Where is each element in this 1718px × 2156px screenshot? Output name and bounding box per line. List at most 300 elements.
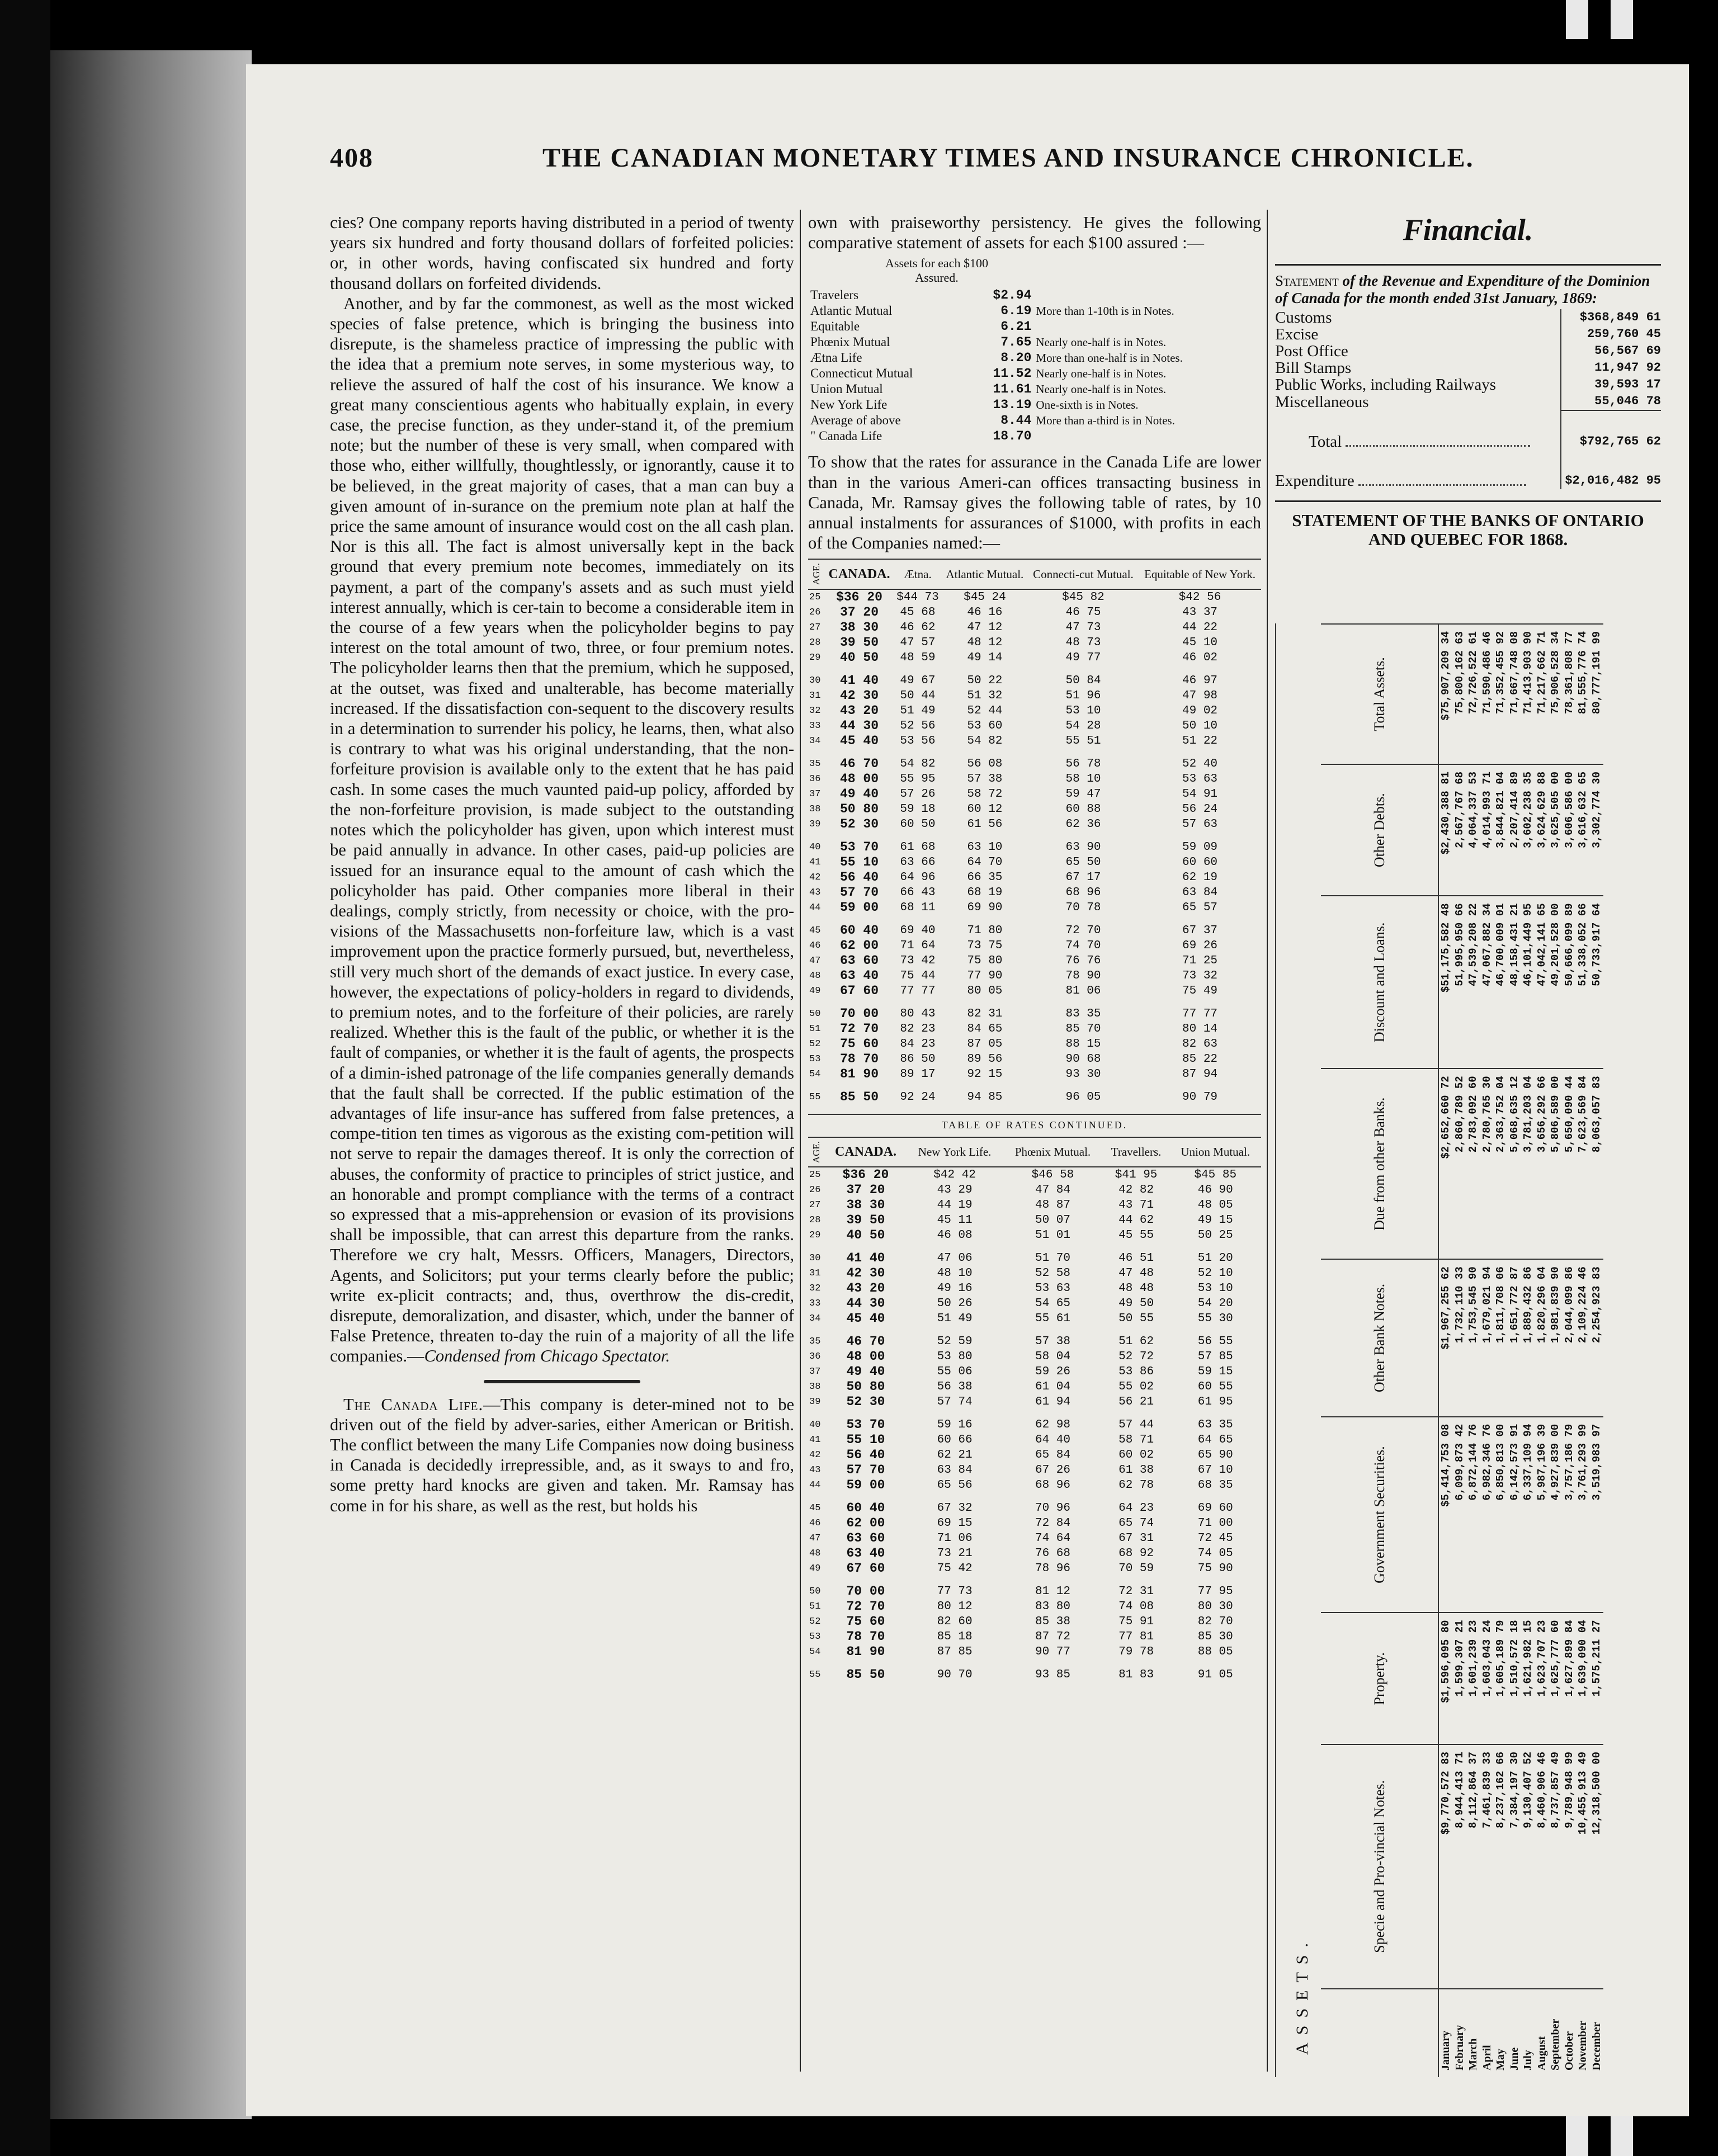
rates-cell: 80 12 (937, 1600, 973, 1613)
rates-age-cell: 25 (809, 592, 821, 603)
article-paragraph: cies? One company reports having distributed in a period of twenty years six hundred and forty thousand dollars of forfeited policies: or, in other words, having confiscated six hundred and forty thousand dollars on forfeited dividends. (330, 213, 794, 293)
rates-age-cell: 44 (809, 902, 821, 913)
rates-cell: 51 32 (967, 689, 1003, 702)
rates-row (808, 938, 1261, 953)
banks-value-cell: 2,044,099 86 (1563, 1259, 1577, 1416)
rates-row (808, 1531, 1261, 1546)
revenue-row (1275, 309, 1661, 326)
rates-row (808, 984, 1261, 999)
banks-value-cell: 1,625,777 60 (1549, 1613, 1563, 1744)
banks-row (1438, 624, 1453, 2077)
rates-cell: 53 80 (937, 1350, 973, 1363)
rates-cell: 38 30 (846, 1197, 885, 1212)
rates-cell: 58 04 (1035, 1350, 1070, 1363)
rates-cell: 49 77 (1065, 651, 1101, 664)
banks-value-cell: 2,363,752 04 (1494, 1068, 1508, 1259)
banks-value-cell: 9,789,948 99 (1563, 1744, 1577, 1989)
rates-age-cell: 29 (809, 652, 821, 663)
rates-age-cell: 48 (809, 970, 821, 981)
rates-cell: 63 10 (967, 840, 1003, 854)
article-source: Condensed from Chicago Spectator. (424, 1346, 670, 1366)
rates-cell: 89 56 (967, 1052, 1003, 1066)
rates-cell: 83 35 (1065, 1007, 1101, 1020)
assets-row (808, 350, 1261, 366)
rates-cell: 59 15 (1197, 1365, 1233, 1378)
rates-cell: 46 08 (937, 1228, 973, 1242)
rates-cell: 82 60 (937, 1615, 973, 1628)
rates-column-header: Equitable of New York. (1139, 559, 1261, 589)
banks-value-cell: 2,567,767 68 (1453, 764, 1467, 896)
banks-month-cell: July (1521, 1989, 1535, 2077)
rates-cell: 75 42 (937, 1562, 973, 1575)
rates-age-cell: 39 (809, 1396, 821, 1407)
assets-value: 11.52 (993, 366, 1032, 381)
rates-cell: 53 63 (1035, 1282, 1070, 1295)
rates-cell: 54 65 (1035, 1297, 1070, 1310)
rates-cell: 60 02 (1118, 1448, 1154, 1462)
rates-cell: 54 82 (900, 757, 936, 770)
banks-row (1453, 624, 1467, 2077)
rates-cell: 48 12 (967, 636, 1003, 649)
banks-value-cell: 8,112,864 37 (1466, 1744, 1480, 1989)
rates-cell: 85 18 (937, 1630, 973, 1643)
rates-cell: 63 60 (846, 1530, 885, 1545)
rates-cell: 80 05 (967, 984, 1003, 997)
rates-cell: 49 14 (967, 651, 1003, 664)
rates-age-cell: 32 (809, 1283, 821, 1294)
banks-value-cell: 46,700,009 01 (1494, 896, 1508, 1068)
assets-table (808, 287, 1261, 444)
rates-cell: 50 22 (967, 674, 1003, 687)
rates-cell: 65 84 (1035, 1448, 1070, 1462)
rates-cell: 69 90 (967, 901, 1003, 914)
rates-column-header: CANADA. (825, 559, 894, 589)
rates-row (808, 802, 1261, 817)
revenue-label: Customs (1275, 309, 1332, 327)
rates-cell: 60 88 (1065, 802, 1101, 816)
banks-column-header: Property. (1321, 1613, 1438, 1744)
rates-row (808, 1432, 1261, 1448)
rates-cell: 49 02 (1182, 704, 1218, 717)
rates-age-cell: 47 (809, 955, 821, 966)
rates-cell: 57 85 (1197, 1350, 1233, 1363)
rates-cell: 73 42 (900, 954, 936, 967)
rates-cell: 49 15 (1197, 1213, 1233, 1227)
rates-age-cell: 31 (809, 690, 821, 701)
rates-row (808, 1478, 1261, 1493)
rates-cell: 44 19 (937, 1198, 973, 1212)
rates-cell: 92 24 (900, 1090, 936, 1104)
rates-cell: 72 84 (1035, 1516, 1070, 1530)
rates-cell: 46 97 (1182, 674, 1218, 687)
assets-note: One-sixth is in Notes. (1036, 398, 1139, 412)
book-page-edges (50, 50, 252, 2119)
rates-cell: 67 32 (937, 1501, 973, 1515)
rates-age-cell: 36 (809, 1351, 821, 1362)
rates-cell: 73 32 (1182, 969, 1218, 982)
rates-column-header: Travellers. (1103, 1137, 1170, 1167)
rates-cell: 68 35 (1197, 1478, 1233, 1492)
rates-cell: 44 62 (1118, 1213, 1154, 1227)
rates-cell: 38 30 (839, 620, 879, 635)
rates-cell: 45 40 (846, 1311, 885, 1326)
rates-age-cell: 50 (809, 1586, 821, 1597)
rates-cell: 56 38 (937, 1380, 973, 1393)
rates-row (808, 1379, 1261, 1394)
rates-cell: $44 73 (896, 590, 939, 604)
rates-cell: 68 96 (1035, 1478, 1070, 1492)
rates-cell: 51 01 (1035, 1228, 1070, 1242)
rates-cell: 52 58 (1035, 1266, 1070, 1280)
assets-value: 18.70 (993, 429, 1032, 444)
rates-cell: 49 67 (900, 674, 936, 687)
rates-cell: 81 06 (1065, 984, 1101, 997)
rates-cell: 50 07 (1035, 1213, 1070, 1227)
rates-cell: 86 50 (900, 1052, 936, 1066)
rates-cell: 59 16 (937, 1418, 973, 1431)
banks-value-cell: 71,352,455 92 (1494, 624, 1508, 764)
rates-cell: 40 50 (846, 1227, 885, 1242)
assets-row (808, 397, 1261, 413)
banks-value-cell: 8,460,906 46 (1535, 1744, 1549, 1989)
rates-cell: 62 00 (846, 1515, 885, 1530)
rates-cell: 70 96 (1035, 1501, 1070, 1515)
rates-row (808, 1167, 1261, 1183)
rates-cell: 89 17 (900, 1067, 936, 1081)
section-divider (484, 1380, 640, 1383)
rates-cell: $36 20 (842, 1167, 889, 1182)
assets-row (808, 428, 1261, 444)
rates-age-cell: 55 (809, 1669, 821, 1680)
rates-age-cell: 42 (809, 872, 821, 883)
rates-cell: 57 38 (1035, 1335, 1070, 1348)
rates-cell: 46 51 (1118, 1251, 1154, 1265)
rates-cell: 53 10 (1197, 1282, 1233, 1295)
rates-cell: 72 70 (1065, 924, 1101, 937)
rates-cell: 46 90 (1197, 1183, 1233, 1197)
rates-cell: 60 55 (1197, 1380, 1233, 1393)
rates-cell: 59 26 (1035, 1365, 1070, 1378)
rates-cell: 43 20 (839, 703, 879, 718)
rates-row (808, 1311, 1261, 1326)
rates-row (808, 1364, 1261, 1379)
assets-company: Phœnix Mutual (810, 335, 890, 349)
banks-value-cell: 6,982,346 76 (1480, 1417, 1494, 1613)
page-number: 408 (330, 143, 374, 173)
rates-cell: 60 40 (846, 1500, 885, 1515)
rates-age-cell: 34 (809, 1313, 821, 1324)
rates-cell: 52 40 (1182, 757, 1218, 770)
rates-cell: 69 40 (900, 924, 936, 937)
banks-value-cell: 8,237,162 66 (1494, 1744, 1508, 1989)
rates-cell: 60 60 (1182, 855, 1218, 869)
revenue-amount: 56,567 69 (1561, 343, 1661, 360)
rates-cell: 85 38 (1035, 1615, 1070, 1628)
assets-value: 13.19 (993, 398, 1032, 413)
banks-value-cell: 47,042,141 65 (1535, 896, 1549, 1068)
rates-cell: 46 16 (967, 606, 1003, 619)
rates-cell: 45 11 (937, 1213, 973, 1227)
rates-cell: 65 50 (1065, 855, 1101, 869)
rates-cell: $42 42 (933, 1168, 976, 1181)
rates-cell: 69 15 (937, 1516, 973, 1530)
rates-cell: 43 29 (937, 1183, 973, 1197)
assets-row (808, 366, 1261, 381)
rates-cell: 37 20 (839, 604, 879, 620)
rates-age-cell: 41 (809, 1434, 821, 1445)
rates-age-cell: 54 (809, 1068, 821, 1080)
expenditure-label: Expenditure (1275, 472, 1354, 490)
rates-cell: 70 00 (839, 1006, 879, 1021)
rates-row (808, 1198, 1261, 1213)
rates-cell: 64 23 (1118, 1501, 1154, 1515)
rates-cell: 47 48 (1118, 1266, 1154, 1280)
rates-age-cell: 47 (809, 1533, 821, 1544)
rates-cell: 52 30 (846, 1394, 885, 1409)
rates-cell: 50 80 (839, 801, 879, 816)
rates-cell: 47 84 (1035, 1183, 1070, 1197)
banks-value-cell: $1,967,255 62 (1438, 1259, 1453, 1416)
banks-value-cell: $2,652,660 72 (1438, 1068, 1453, 1259)
rates-cell: 47 12 (967, 621, 1003, 634)
rates-cell: 40 50 (839, 650, 879, 665)
rates-row (808, 1561, 1261, 1576)
banks-value-cell: 4,014,993 71 (1480, 764, 1494, 896)
banks-column-header: Specie and Pro-vincial Notes. (1321, 1744, 1438, 1989)
rates-cell: 63 40 (839, 968, 879, 983)
rates-cell: 71 64 (900, 939, 936, 952)
rates-row (808, 1410, 1261, 1432)
assets-note (1033, 428, 1261, 444)
rates-column-header: AGE. (808, 559, 825, 589)
rates-cell: 60 50 (900, 817, 936, 831)
rates-cell: 64 40 (1035, 1433, 1070, 1446)
banks-value-cell: 1,651,772 87 (1508, 1259, 1522, 1416)
rates-column-header: Phœnix Mutual. (1003, 1137, 1102, 1167)
banks-column-header: Other Debts. (1321, 764, 1438, 896)
rates-row (808, 1463, 1261, 1478)
rates-cell: 48 73 (1065, 636, 1101, 649)
assets-note (1033, 287, 1261, 303)
rates-row (808, 1349, 1261, 1364)
rates-cell: 53 60 (967, 719, 1003, 732)
rates-cell: 67 31 (1118, 1531, 1154, 1545)
rates-age-cell: 55 (809, 1091, 821, 1103)
rates-cell: 62 98 (1035, 1418, 1070, 1431)
revenue-statement-heading (1275, 272, 1661, 307)
rates-cell: 64 65 (1197, 1433, 1233, 1446)
rates-cell: 85 50 (839, 1089, 879, 1104)
total-amount: $792,765 62 (1561, 410, 1661, 450)
rates-cell: 87 85 (937, 1645, 973, 1658)
rates-cell: 47 73 (1065, 621, 1101, 634)
banks-value-cell: 5,068,635 12 (1508, 1068, 1522, 1259)
rates-cell: 88 15 (1065, 1037, 1101, 1051)
rates-cell: 94 85 (967, 1090, 1003, 1104)
rates-cell: 51 70 (1035, 1251, 1070, 1265)
rates-cell: 61 68 (900, 840, 936, 854)
rates-cell: 85 70 (1065, 1022, 1101, 1036)
revenue-label: Miscellaneous (1275, 393, 1369, 411)
banks-value-cell: 3,624,629 88 (1535, 764, 1549, 896)
article-lead: The Canada Life. (343, 1394, 484, 1414)
banks-value-cell: 4,064,337 53 (1466, 764, 1480, 896)
rates-age-cell: 31 (809, 1268, 821, 1279)
revenue-row (1275, 343, 1661, 360)
rates-cell: 62 78 (1118, 1478, 1154, 1492)
rates-cell: 76 76 (1065, 954, 1101, 967)
rates-cell: 87 05 (967, 1037, 1003, 1051)
rates-age-cell: 44 (809, 1479, 821, 1491)
assets-row (808, 381, 1261, 397)
banks-value-cell: 6,142,573 91 (1508, 1417, 1522, 1613)
rates-cell: 59 09 (1182, 840, 1218, 854)
rates-cell: 85 50 (846, 1667, 885, 1682)
banks-value-cell: 1,575,211 27 (1590, 1613, 1604, 1744)
banks-month-cell: October (1563, 1989, 1577, 2077)
rates-row (808, 1614, 1261, 1629)
rates-cell: 68 19 (967, 886, 1003, 899)
rates-row (808, 1546, 1261, 1561)
rates-cell: $46 58 (1031, 1168, 1074, 1181)
banks-value-cell: $5,414,753 08 (1438, 1417, 1453, 1613)
revenue-label: Excise (1275, 325, 1319, 343)
banks-value-cell: 10,455,913 49 (1576, 1744, 1590, 1989)
rates-row (808, 870, 1261, 885)
rates-age-cell: 53 (809, 1631, 821, 1642)
banks-value-cell: 6,872,144 76 (1466, 1417, 1480, 1613)
rates-cell: 56 08 (967, 757, 1003, 770)
banks-row (1466, 624, 1480, 2077)
statement-lead: Statement (1275, 272, 1339, 289)
revenue-label: Post Office (1275, 342, 1348, 360)
rates-row (808, 605, 1261, 620)
rates-cell: 81 12 (1035, 1585, 1070, 1598)
banks-value-cell: 7,623,569 84 (1576, 1068, 1590, 1259)
rates-cell: 67 60 (846, 1561, 885, 1576)
rates-cell: 55 95 (900, 772, 936, 786)
rates-cell: 51 49 (937, 1312, 973, 1325)
rates-cell: 78 70 (846, 1629, 885, 1644)
banks-value-cell: 5,806,589 00 (1549, 1068, 1563, 1259)
banks-value-cell: 3,519,983 97 (1590, 1417, 1604, 1613)
banks-value-cell: 1,605,189 79 (1494, 1613, 1508, 1744)
rates-cell: 61 95 (1197, 1395, 1233, 1408)
banks-value-cell: 50,733,917 64 (1590, 896, 1604, 1068)
article-text: Another, and by far the commonest, as well as the most wicked species of false pretence, which is bringing the business into disrepute, is the shameless practice of impressing the public with the idea that a premium note serves, in some mysterious way, to relieve the assured of half the cost of his insurance. We know a great many conscientious agents who habitually explain, in every case, the precise function, as they under-stand it, of the premium note; but the number of these is very small, when compared with those who, either willfully, thoughtlessly, or ignorantly, cause it to be believed, in the great majority of cases, that a man can buy a given amount of in-surance on the premium note plan at half the price the same amount of insurance would cost on the all cash plan. Nor is this all. The fact is almost universally kept in the back ground that every premium note becomes, immediately on its payment, a part of the company's assets and as such must yield interest annually, which is cer-tain to become a considerable item in the course of a few years when the policyholder begins to pay interest on the total amount of two, three, or four premium notes. The policyholder learns then that the premium, which he supposed, at the outset, was fixed and unalterable, has become materially increased. If the dissatisfaction con-sequent to the discovery results in a determination to surrender his policy, he learns, then, what also is contrary to what was his original understanding, that the non-forfeiture provision is available only to the extent that he has paid cash. In some cases the much vaunted paid-up policy, afforded by the non-forfeiture provision, is made subject to the outstanding notes which the policyholder has given, upon which interest must be paid annually in advance. In other cases, paid-up policies are issued for an insurance equal to the amount of cash which the policyholder has paid. Other companies more liberal in their dealings, comply strictly, from necessity or choice, with the pro-visions of the Massachusetts non-forfeiture law, which is a vast improvement upon the practice formerly pursued, but, nevertheless, still very much short of the demands of exact justice. In every case, however, the expectations of policy-holders in regard to dividends, to premium notes, and to the forfeiture of their policies, are rarely realized. Whether this is the fault of the public, or whether it is the fault of companies, or whether it is the fault of agents, the prospects of a dimin-ished patronage of the life companies generally demands that the fault shall be corrected. If the public estimation of the advantages of life insur-ance has suffered from false pretences, a compe-tition ten times as vigorous as the existing com-petition will not serve to repair the damages thereof. It is only the correction of abuses, the conformity of practice to principles of strict justice, and an honorable and prompt compliance with the terms of a contract so expressed that a mis-apprehension or evasion of its provisions shall be impossible, that can arrest this departure from the ranks. Therefore we cry halt, Messrs. Officers, Managers, Directors, Agents, and Solicitors; put your terms clearly before the public; write ex-plicit contracts; and, thus, overthrow the dis-credit, disrepute, demoralization, and disaster, which, under the banner of False Pretence, threaten to-day the ruin of a majority of all the life companies.— (330, 294, 794, 1366)
rates-cell: 52 72 (1118, 1350, 1154, 1363)
rates-cell: 74 05 (1197, 1547, 1233, 1560)
rates-cell: 56 78 (1065, 757, 1101, 770)
rates-cell: 60 66 (937, 1433, 973, 1446)
rates-cell: 70 59 (1118, 1562, 1154, 1575)
rates-age-cell: 30 (809, 1252, 821, 1264)
rates-age-cell: 45 (809, 1502, 821, 1514)
rates-row (808, 1037, 1261, 1052)
rates-age-cell: 30 (809, 675, 821, 686)
page-title: THE CANADIAN MONETARY TIMES AND INSURANCE CHRONICLE. (542, 143, 1474, 173)
rates-age-cell: 42 (809, 1449, 821, 1460)
rates-row (808, 915, 1261, 938)
assets-note: Nearly one-half is in Notes. (1036, 335, 1167, 349)
rates-row (808, 1516, 1261, 1531)
assets-row (808, 413, 1261, 428)
rates-cell: 79 78 (1118, 1645, 1154, 1658)
rates-cell: 90 68 (1065, 1052, 1101, 1066)
rates-cell: 51 96 (1065, 689, 1101, 702)
rates-cell: 48 87 (1035, 1198, 1070, 1212)
rates-age-cell: 43 (809, 887, 821, 898)
banks-value-cell: 49,201,528 00 (1549, 896, 1563, 1068)
rates-cell: 62 19 (1182, 871, 1218, 884)
rates-cell: 65 74 (1118, 1516, 1154, 1530)
rates-row (808, 1644, 1261, 1659)
rates-cell: 66 43 (900, 886, 936, 899)
rates-cell: 61 94 (1035, 1395, 1070, 1408)
rates-row (808, 900, 1261, 915)
rates-cell: 48 10 (937, 1266, 973, 1280)
rates-cell: 50 55 (1118, 1312, 1154, 1325)
rates-age-cell: 25 (809, 1169, 821, 1180)
assets-note: More than 1-10th is in Notes. (1036, 304, 1174, 318)
rates-cell: 43 37 (1182, 606, 1218, 619)
rates-cell: 80 43 (900, 1007, 936, 1020)
banks-month-cell: August (1535, 1989, 1549, 2077)
rates-age-cell: 49 (809, 1563, 821, 1574)
rates-cell: 55 30 (1197, 1312, 1233, 1325)
rates-cell: 52 10 (1197, 1266, 1233, 1280)
banks-value-cell: $51,175,582 48 (1438, 896, 1453, 1068)
rates-cell: 81 90 (839, 1066, 879, 1081)
banks-value-cell: 2,109,224 46 (1576, 1259, 1590, 1416)
rates-cell: 59 18 (900, 802, 936, 816)
rates-cell: 65 90 (1197, 1448, 1233, 1462)
assets-row (808, 319, 1261, 334)
banks-month-cell: April (1480, 1989, 1494, 2077)
banks-row (1549, 624, 1563, 2077)
banks-value-cell: 46,101,449 95 (1521, 896, 1535, 1068)
rates-cell: 72 70 (839, 1021, 879, 1036)
rates-row (808, 832, 1261, 855)
rates-cell: $45 24 (964, 590, 1006, 604)
rates-cell: $45 82 (1062, 590, 1105, 604)
rates-cell: 41 40 (846, 1250, 885, 1265)
banks-value-cell: 1,639,090 04 (1576, 1613, 1590, 1744)
banks-value-cell: 3,781,203 04 (1521, 1068, 1535, 1259)
rates-age-cell: 51 (809, 1601, 821, 1612)
rates-cell: 87 72 (1035, 1630, 1070, 1643)
rates-cell: 71 80 (967, 924, 1003, 937)
rates-row (808, 650, 1261, 665)
rates-table (808, 559, 1261, 1104)
banks-value-cell: 3,616,632 65 (1576, 764, 1590, 896)
banks-value-cell: 50,666,099 89 (1563, 896, 1577, 1068)
rates-cell: 81 83 (1118, 1668, 1154, 1681)
rates-cell: 68 11 (900, 901, 936, 914)
financial-column (1275, 212, 1661, 549)
rates-age-cell: 29 (809, 1230, 821, 1241)
banks-value-cell: 71,413,903 90 (1521, 624, 1535, 764)
rates-row (808, 589, 1261, 605)
rates-cell: 88 05 (1197, 1645, 1233, 1658)
rates-cell: $45 85 (1194, 1168, 1237, 1181)
rates-cell: 42 30 (846, 1265, 885, 1280)
rates-row (808, 1629, 1261, 1644)
assets-company: Union Mutual (810, 382, 883, 396)
rates-cell: 75 60 (846, 1614, 885, 1629)
revenue-label: Public Works, including Railways (1275, 376, 1497, 394)
rates-cell: 43 20 (846, 1280, 885, 1296)
